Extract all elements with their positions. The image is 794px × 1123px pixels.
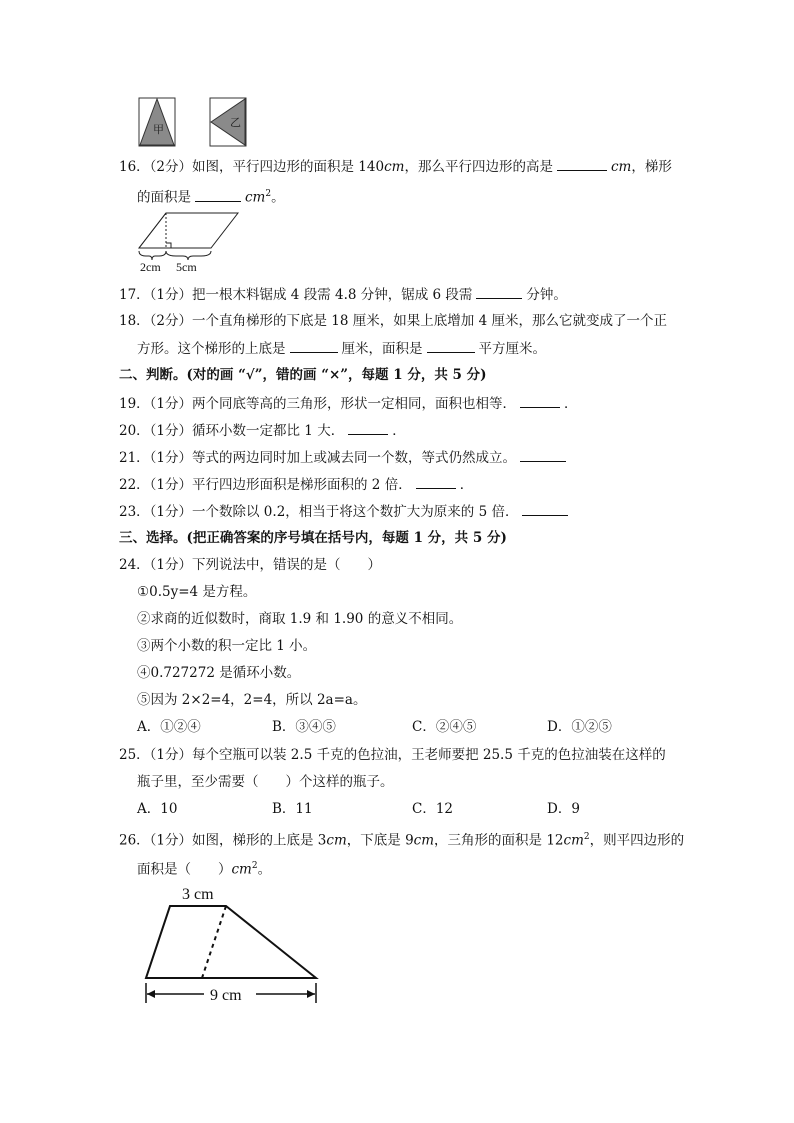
q17 <box>119 284 567 305</box>
q25-option-d[interactable]: D．9 <box>547 801 580 817</box>
unit: cm <box>326 832 347 849</box>
q26-text: 。 <box>257 861 272 878</box>
arrow-left <box>147 990 155 998</box>
q24-item-1: ①0.5y=4 是方程。 <box>137 584 257 600</box>
q16-text: ，那么平行四边形的高是 <box>404 159 553 175</box>
q17-text: 17．（1分）把一根木料锯成 4 段需 4.8 分钟，锯成 6 段需 <box>119 287 473 303</box>
arrow-right <box>307 990 315 998</box>
superscript: 2 <box>251 861 258 871</box>
q26-text: ，下底是 9 <box>346 832 414 849</box>
q23 <box>119 501 572 522</box>
q24-option-d[interactable]: D．①②⑤ <box>547 719 612 735</box>
unit: cm <box>384 159 405 175</box>
q18-text: 厘米，面积是 <box>341 341 423 357</box>
q26-text: ，三角形的面积是 12 <box>434 832 564 849</box>
q25-option-b[interactable]: B．11 <box>272 801 313 817</box>
parallelogram <box>139 213 238 248</box>
q24-item-2: ②求商的近似数时，商取 1.9 和 1.90 的意义不相同。 <box>137 611 463 627</box>
section-2-heading: 二、判断。(对的画 “√”，错的画 “×”，每题 1 分，共 5 分) <box>119 367 487 383</box>
q16-line1 <box>119 156 672 177</box>
section-3-heading: 三、选择。(把正确答案的序号填在括号内，每题 1 分，共 5 分) <box>119 530 507 546</box>
triangle-edge <box>139 213 166 248</box>
answer-blank[interactable] <box>557 156 607 171</box>
trapezoid-figure <box>138 880 328 1006</box>
q21-text: 21．（1分）等式的两边同时加上或减去同一个数，等式仍然成立。 <box>119 450 517 466</box>
dashed-divider <box>202 906 226 978</box>
q18-text: 平方厘米。 <box>478 341 546 357</box>
q26-text: 面积是（ ） <box>137 861 232 878</box>
q16-text: ，梯形 <box>631 159 672 175</box>
q20-text: ． <box>392 423 406 439</box>
label-3cm: 3 cm <box>182 886 214 903</box>
q24-item-5: ⑤因为 2×2=4，2=4，所以 2a=a。 <box>137 692 367 708</box>
unit: cm <box>563 832 584 849</box>
q18-text: 18．（2分）一个直角梯形的下底是 18 厘米，如果上底增加 4 厘米，那么它就变成了一个正 <box>119 313 667 329</box>
q16-text: 16．（2分）如图，平行四边形的面积是 140 <box>119 159 385 175</box>
q20-text: 20．（1分）循环小数一定都比 1 大． <box>119 423 345 439</box>
parallelogram-figure <box>136 210 248 278</box>
q16-line2 <box>137 184 285 208</box>
q24-option-b[interactable]: B．③④⑤ <box>272 719 336 735</box>
trapezoid <box>146 906 316 978</box>
q16-text: 。 <box>271 189 285 206</box>
q20 <box>119 420 406 441</box>
q25-option-c[interactable]: C．12 <box>412 801 454 817</box>
q16-text: 的面积是 <box>137 189 191 206</box>
q17-text: 分钟。 <box>526 287 567 303</box>
answer-blank[interactable] <box>427 338 475 353</box>
q21 <box>119 447 570 468</box>
superscript: 2 <box>265 189 272 199</box>
q22-text: ． <box>459 477 474 493</box>
answer-blank[interactable] <box>416 474 456 489</box>
brace-right <box>166 251 211 260</box>
answer-blank[interactable] <box>520 393 560 408</box>
q19 <box>119 393 578 414</box>
shapes-figure <box>136 96 256 148</box>
q18-line1 <box>119 311 667 331</box>
unit: cm <box>413 832 435 849</box>
label-2cm: 2cm <box>140 260 161 274</box>
answer-blank[interactable] <box>195 187 241 202</box>
q25-line2: 瓶子里，至少需要（ ）个这样的瓶子。 <box>137 774 394 790</box>
answer-blank[interactable] <box>520 447 566 462</box>
q26-text: 26．（1分）如图，梯形的上底是 3 <box>119 832 327 849</box>
label-9cm: 9 cm <box>210 987 242 1004</box>
label-yi: 乙 <box>230 117 241 129</box>
superscript: 2 <box>583 832 590 842</box>
answer-blank[interactable] <box>348 420 388 435</box>
unit: cm <box>610 159 632 175</box>
q24-item-4: ④0.727272 是循环小数。 <box>137 665 301 681</box>
q25-option-a[interactable]: A．10 <box>137 801 178 817</box>
q24-stem: 24．（1分）下列说法中，错误的是（ ） <box>119 557 382 573</box>
q26-text: ，则平四边形的 <box>589 832 685 849</box>
q24-item-3: ③两个小数的积一定比 1 小。 <box>137 638 317 654</box>
q19-text: 19．（1分）两个同底等高的三角形，形状一定相同，面积也相等． <box>119 396 517 412</box>
answer-blank[interactable] <box>476 284 522 299</box>
label-5cm: 5cm <box>176 260 197 274</box>
q18-line2 <box>137 338 546 359</box>
q19-text: ． <box>564 396 578 412</box>
q24-option-c[interactable]: C．②④⑤ <box>412 719 477 735</box>
q22-text: 22．（1分）平行四边形面积是梯形面积的 2 倍． <box>119 477 412 493</box>
answer-blank[interactable] <box>290 338 338 353</box>
brace-left <box>139 251 166 260</box>
q25-line1: 25．（1分）每个空瓶可以装 2.5 千克的色拉油，王老师要把 25.5 千克的色拉油装在这样的 <box>119 747 666 763</box>
q24-option-a[interactable]: A．①②④ <box>137 719 201 735</box>
unit: cm <box>245 189 266 206</box>
q22 <box>119 474 473 495</box>
q26-line1 <box>119 827 684 851</box>
q23-text: 23．（1分）一个数除以 0.2，相当于将这个数扩大为原来的 5 倍． <box>119 504 519 520</box>
unit: cm <box>231 861 252 878</box>
answer-blank[interactable] <box>522 501 568 516</box>
q18-text: 方形。这个梯形的上底是 <box>137 341 286 357</box>
label-jia: 甲 <box>153 124 164 136</box>
q26-line2 <box>137 856 271 880</box>
right-angle-mark <box>166 243 171 248</box>
